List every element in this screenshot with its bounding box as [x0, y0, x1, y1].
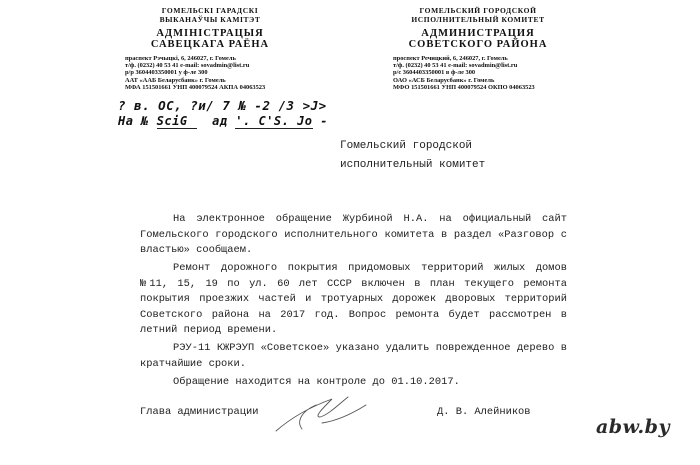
ref-prefix: На №	[118, 114, 149, 128]
ref-suffix: -	[320, 114, 328, 128]
admin-name-ru: АДМИНИСТРАЦИЯ СОВЕТСКОГО РАЙОНА	[408, 28, 548, 50]
ref-date: '. С'S. Jo	[235, 114, 313, 128]
body-paragraph: Ремонт дорожного покрытия придомовых территорий жилых домов №11, 15, 19 по ул. 60 лет СССР включен в план текущего ремонта покрытия проезжих частей и тротуарных дорожек дворовых территорий Советского района на 2017 год. Вопрос ремонта будет рассмотрен в летний период времени.	[140, 262, 567, 336]
ref-mid: ад	[212, 114, 228, 128]
letterhead-belarusian	[85, 6, 335, 91]
codes-line: МФА 151501661 УНП 400079524 АКПА 04063523	[125, 83, 266, 91]
signatory-name: Д. В. Алейников	[437, 406, 531, 418]
address-line: проспект Речицкий, 6, 246027, г. Гомель	[393, 55, 508, 62]
signatory-title: Глава администрации	[140, 406, 259, 418]
org-name-be: ГОМЕЛЬСКІ ГАРАДСКІ ВЫКАНАЎЧЫ КАМІТЭТ	[159, 6, 261, 24]
body-paragraph: РЭУ-11 КЖРЭУП «Советское» указано удалить поврежденное дерево в кратчайшие сроки.	[140, 342, 567, 370]
admin-name-be: АДМІНІСТРАЦЫЯ САВЕЦКАГА РАЁНА	[150, 28, 270, 50]
bank-name-line: ОАО «АСБ Беларусбанк» г. Гомель	[393, 76, 495, 84]
body-paragraph: Обращение находится на контроле до 01.10.2017.	[173, 375, 460, 388]
phone-email-line: т/ф. (0232) 40 53 41 e-mail: sovadmin@list.ru	[393, 62, 518, 70]
letter-body	[140, 212, 567, 393]
org-name-ru: ГОМЕЛЬСКИЙ ГОРОДСКОЙ ИСПОЛНИТЕЛЬНЫЙ КОМИТЕТ	[411, 6, 545, 24]
phone-email-line: т/ф. (0232) 40 53 41 e-mail: sovadmin@list.ru	[125, 62, 250, 70]
bank-name-line: ААТ «ААБ Беларусбанк» г. Гомель	[125, 76, 226, 84]
address-line: праспект Рэчыцкі, 6, 246027, г. Гомель	[125, 55, 236, 62]
addressee: Гомельский городской исполнительный комитет	[340, 140, 486, 171]
ref-number: SciG	[157, 114, 197, 129]
contact-details-be	[85, 55, 335, 91]
bank-account-line: р/с 3604403350001 в ф-ле 300	[393, 69, 476, 77]
letterhead-russian	[343, 6, 613, 91]
contact-details-ru	[343, 55, 613, 91]
bank-account-line: р/р 3604403350001 у ф-ле 300	[125, 69, 208, 77]
handwritten-signature	[262, 393, 382, 433]
body-paragraph: На электронное обращение Журбиной Н.А. на официальный сайт Гомельского городского исполнительного комитета в раздел «Разговор с властью» сообщаем.	[140, 213, 567, 256]
site-watermark: abw.by	[596, 416, 670, 438]
codes-line: МФО 151501661 УНП 400079524 ОКПО 04063523	[393, 83, 535, 91]
outgoing-reference: ? в. ОС, ?и/ 7 № -2 /3 >J>	[118, 98, 327, 113]
incoming-reference	[118, 114, 328, 129]
